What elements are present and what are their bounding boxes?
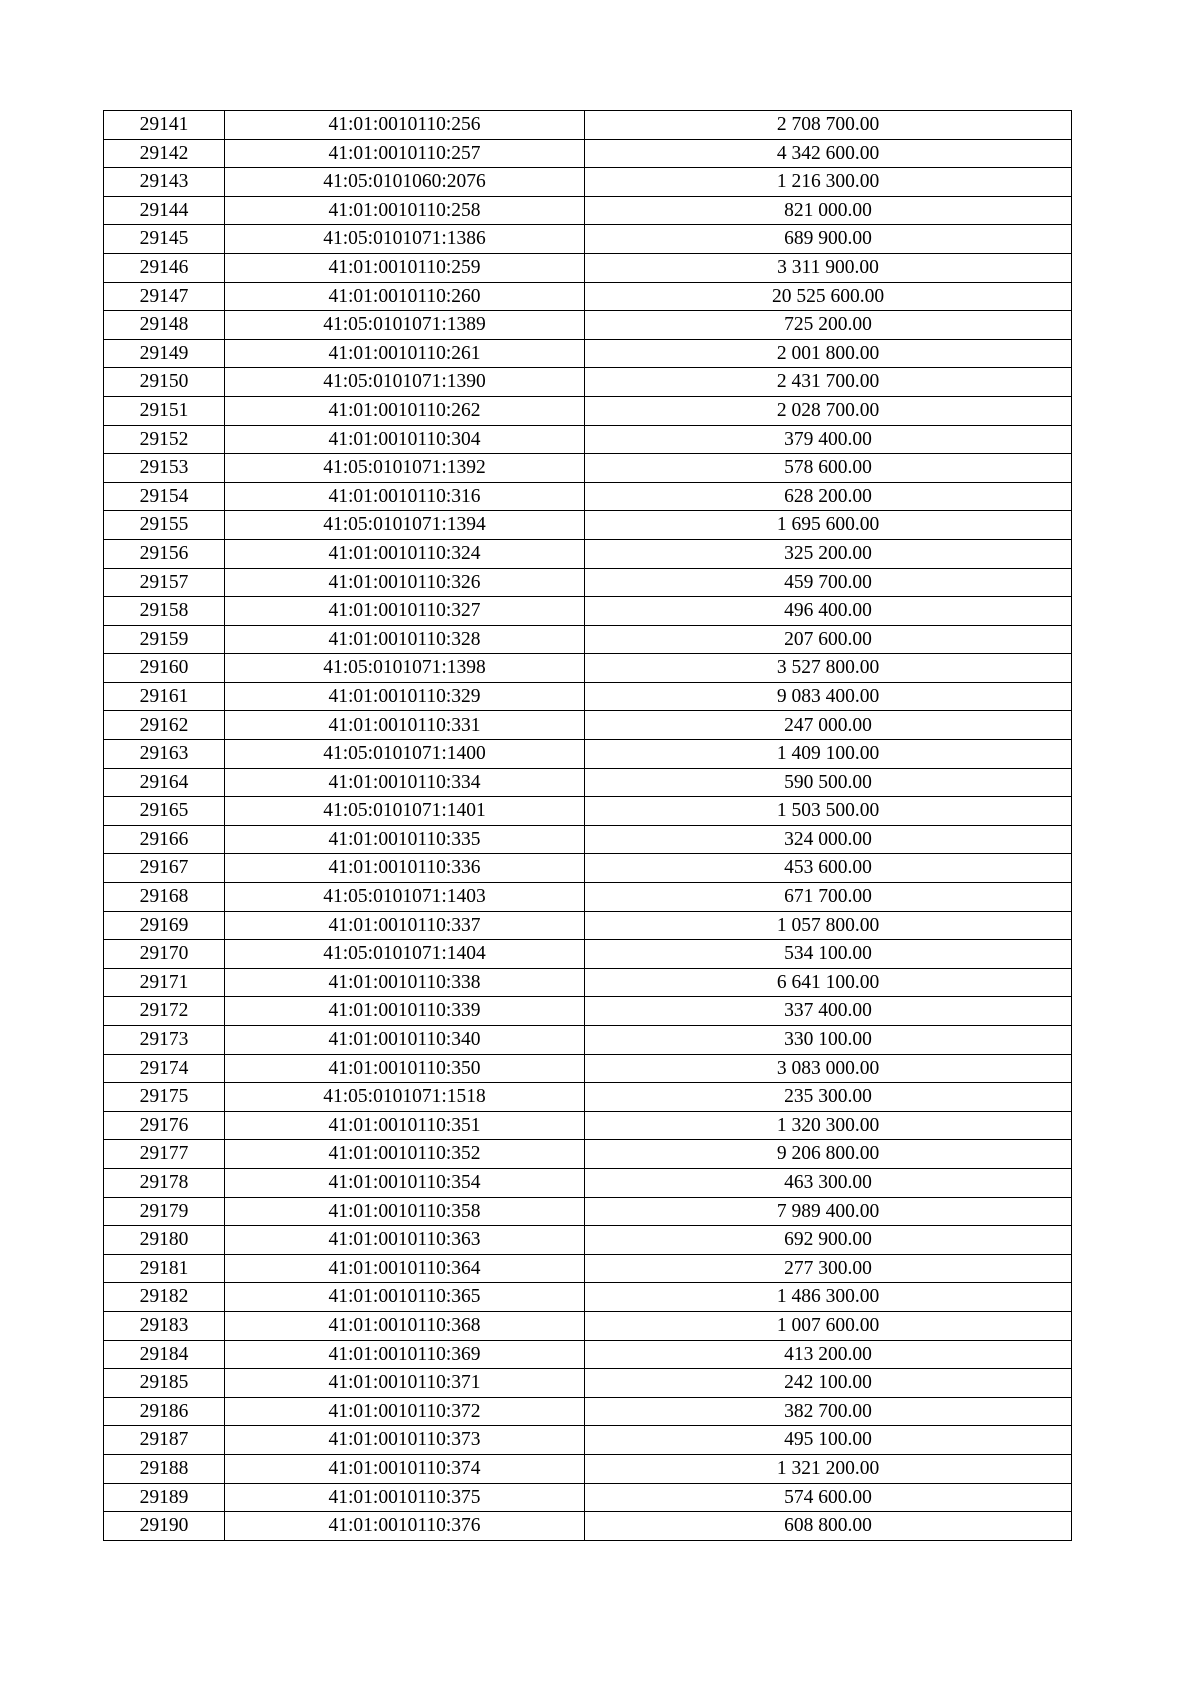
table-row bbox=[104, 625, 1072, 654]
cadastral-value-cell: 3 311 900.00 bbox=[585, 253, 1072, 282]
cadastral-value-cell: 671 700.00 bbox=[585, 883, 1072, 912]
cadastral-number-cell: 41:01:0010110:260 bbox=[225, 282, 585, 311]
cadastral-number-cell: 41:05:0101071:1400 bbox=[225, 740, 585, 769]
row-number-cell: 29150 bbox=[104, 368, 225, 397]
cadastral-number-cell: 41:01:0010110:363 bbox=[225, 1226, 585, 1255]
table-row bbox=[104, 396, 1072, 425]
row-number-cell: 29166 bbox=[104, 825, 225, 854]
table-row bbox=[104, 111, 1072, 140]
cadastral-value-cell: 413 200.00 bbox=[585, 1340, 1072, 1369]
cadastral-number-cell: 41:01:0010110:376 bbox=[225, 1512, 585, 1541]
row-number-cell: 29183 bbox=[104, 1311, 225, 1340]
row-number-cell: 29188 bbox=[104, 1454, 225, 1483]
row-number-cell: 29162 bbox=[104, 711, 225, 740]
table-row bbox=[104, 311, 1072, 340]
cadastral-number-cell: 41:05:0101071:1386 bbox=[225, 225, 585, 254]
cadastral-value-cell: 3 083 000.00 bbox=[585, 1054, 1072, 1083]
cadastral-number-cell: 41:01:0010110:354 bbox=[225, 1168, 585, 1197]
cadastral-number-cell: 41:01:0010110:331 bbox=[225, 711, 585, 740]
row-number-cell: 29146 bbox=[104, 253, 225, 282]
row-number-cell: 29179 bbox=[104, 1197, 225, 1226]
row-number-cell: 29187 bbox=[104, 1426, 225, 1455]
table-row bbox=[104, 968, 1072, 997]
row-number-cell: 29177 bbox=[104, 1140, 225, 1169]
row-number-cell: 29161 bbox=[104, 682, 225, 711]
row-number-cell: 29167 bbox=[104, 854, 225, 883]
cadastral-value-cell: 1 503 500.00 bbox=[585, 797, 1072, 826]
cadastral-number-cell: 41:01:0010110:374 bbox=[225, 1454, 585, 1483]
table-row bbox=[104, 797, 1072, 826]
table-row bbox=[104, 1426, 1072, 1455]
table-row bbox=[104, 1512, 1072, 1541]
table-row bbox=[104, 196, 1072, 225]
row-number-cell: 29147 bbox=[104, 282, 225, 311]
cadastral-number-cell: 41:05:0101071:1404 bbox=[225, 940, 585, 969]
cadastral-value-cell: 207 600.00 bbox=[585, 625, 1072, 654]
cadastral-number-cell: 41:01:0010110:351 bbox=[225, 1111, 585, 1140]
table-row bbox=[104, 1140, 1072, 1169]
cadastral-number-cell: 41:01:0010110:336 bbox=[225, 854, 585, 883]
cadastral-number-cell: 41:05:0101071:1389 bbox=[225, 311, 585, 340]
cadastral-value-cell: 534 100.00 bbox=[585, 940, 1072, 969]
table-row bbox=[104, 1311, 1072, 1340]
cadastral-value-cell: 608 800.00 bbox=[585, 1512, 1072, 1541]
row-number-cell: 29176 bbox=[104, 1111, 225, 1140]
cadastral-value-cell: 382 700.00 bbox=[585, 1397, 1072, 1426]
cadastral-number-cell: 41:01:0010110:373 bbox=[225, 1426, 585, 1455]
cadastral-number-cell: 41:01:0010110:369 bbox=[225, 1340, 585, 1369]
cadastral-value-cell: 3 527 800.00 bbox=[585, 654, 1072, 683]
cadastral-value-cell: 242 100.00 bbox=[585, 1369, 1072, 1398]
cadastral-number-cell: 41:01:0010110:327 bbox=[225, 597, 585, 626]
row-number-cell: 29186 bbox=[104, 1397, 225, 1426]
table-row bbox=[104, 597, 1072, 626]
cadastral-value-cell: 495 100.00 bbox=[585, 1426, 1072, 1455]
cadastral-number-cell: 41:01:0010110:372 bbox=[225, 1397, 585, 1426]
table-row bbox=[104, 511, 1072, 540]
row-number-cell: 29172 bbox=[104, 997, 225, 1026]
table-row bbox=[104, 1283, 1072, 1312]
cadastral-number-cell: 41:05:0101071:1398 bbox=[225, 654, 585, 683]
cadastral-number-cell: 41:05:0101071:1518 bbox=[225, 1083, 585, 1112]
table-row bbox=[104, 997, 1072, 1026]
cadastral-value-cell: 4 342 600.00 bbox=[585, 139, 1072, 168]
cadastral-number-cell: 41:05:0101071:1394 bbox=[225, 511, 585, 540]
cadastral-value-cell: 277 300.00 bbox=[585, 1254, 1072, 1283]
cadastral-number-cell: 41:01:0010110:324 bbox=[225, 539, 585, 568]
table-row bbox=[104, 482, 1072, 511]
row-number-cell: 29145 bbox=[104, 225, 225, 254]
cadastral-value-cell: 692 900.00 bbox=[585, 1226, 1072, 1255]
row-number-cell: 29189 bbox=[104, 1483, 225, 1512]
cadastral-value-cell: 578 600.00 bbox=[585, 454, 1072, 483]
table-row bbox=[104, 1083, 1072, 1112]
cadastral-number-cell: 41:01:0010110:365 bbox=[225, 1283, 585, 1312]
table-row bbox=[104, 225, 1072, 254]
table-row bbox=[104, 139, 1072, 168]
cadastral-value-cell: 2 028 700.00 bbox=[585, 396, 1072, 425]
cadastral-number-cell: 41:01:0010110:258 bbox=[225, 196, 585, 225]
table-row bbox=[104, 825, 1072, 854]
table-row bbox=[104, 711, 1072, 740]
cadastral-value-cell: 1 486 300.00 bbox=[585, 1283, 1072, 1312]
cadastral-number-cell: 41:01:0010110:326 bbox=[225, 568, 585, 597]
cadastral-number-cell: 41:01:0010110:335 bbox=[225, 825, 585, 854]
cadastral-number-cell: 41:05:0101060:2076 bbox=[225, 168, 585, 197]
row-number-cell: 29144 bbox=[104, 196, 225, 225]
table-row bbox=[104, 368, 1072, 397]
table-row bbox=[104, 1483, 1072, 1512]
row-number-cell: 29151 bbox=[104, 396, 225, 425]
cadastral-value-cell: 574 600.00 bbox=[585, 1483, 1072, 1512]
table-row bbox=[104, 454, 1072, 483]
row-number-cell: 29154 bbox=[104, 482, 225, 511]
cadastral-value-cell: 463 300.00 bbox=[585, 1168, 1072, 1197]
table-row bbox=[104, 682, 1072, 711]
cadastral-value-cell: 2 431 700.00 bbox=[585, 368, 1072, 397]
table-row bbox=[104, 654, 1072, 683]
row-number-cell: 29141 bbox=[104, 111, 225, 140]
row-number-cell: 29152 bbox=[104, 425, 225, 454]
cadastral-value-cell: 459 700.00 bbox=[585, 568, 1072, 597]
cadastral-number-cell: 41:05:0101071:1392 bbox=[225, 454, 585, 483]
cadastral-value-cell: 2 708 700.00 bbox=[585, 111, 1072, 140]
cadastral-number-cell: 41:01:0010110:364 bbox=[225, 1254, 585, 1283]
cadastral-value-cell: 590 500.00 bbox=[585, 768, 1072, 797]
cadastral-value-cell: 1 320 300.00 bbox=[585, 1111, 1072, 1140]
cadastral-value-cell: 9 083 400.00 bbox=[585, 682, 1072, 711]
table-row bbox=[104, 253, 1072, 282]
row-number-cell: 29155 bbox=[104, 511, 225, 540]
cadastral-value-cell: 496 400.00 bbox=[585, 597, 1072, 626]
cadastral-value-cell: 325 200.00 bbox=[585, 539, 1072, 568]
cadastral-value-cell: 324 000.00 bbox=[585, 825, 1072, 854]
row-number-cell: 29168 bbox=[104, 883, 225, 912]
cadastral-value-cell: 1 007 600.00 bbox=[585, 1311, 1072, 1340]
row-number-cell: 29170 bbox=[104, 940, 225, 969]
cadastral-value-cell: 689 900.00 bbox=[585, 225, 1072, 254]
table-row bbox=[104, 1026, 1072, 1055]
cadastral-value-cell: 725 200.00 bbox=[585, 311, 1072, 340]
cadastral-value-cell: 337 400.00 bbox=[585, 997, 1072, 1026]
cadastral-number-cell: 41:01:0010110:340 bbox=[225, 1026, 585, 1055]
row-number-cell: 29142 bbox=[104, 139, 225, 168]
cadastral-value-cell: 20 525 600.00 bbox=[585, 282, 1072, 311]
table-row bbox=[104, 1369, 1072, 1398]
table-row bbox=[104, 1168, 1072, 1197]
table-row bbox=[104, 740, 1072, 769]
cadastral-number-cell: 41:01:0010110:259 bbox=[225, 253, 585, 282]
row-number-cell: 29164 bbox=[104, 768, 225, 797]
row-number-cell: 29181 bbox=[104, 1254, 225, 1283]
cadastral-number-cell: 41:01:0010110:328 bbox=[225, 625, 585, 654]
cadastral-number-cell: 41:01:0010110:334 bbox=[225, 768, 585, 797]
table-body bbox=[104, 111, 1072, 1541]
row-number-cell: 29163 bbox=[104, 740, 225, 769]
table-row bbox=[104, 282, 1072, 311]
row-number-cell: 29159 bbox=[104, 625, 225, 654]
table-row bbox=[104, 768, 1072, 797]
row-number-cell: 29171 bbox=[104, 968, 225, 997]
cadastral-number-cell: 41:01:0010110:329 bbox=[225, 682, 585, 711]
table-row bbox=[104, 539, 1072, 568]
cadastral-value-cell: 235 300.00 bbox=[585, 1083, 1072, 1112]
cadastral-value-table bbox=[103, 110, 1072, 1541]
table-row bbox=[104, 1054, 1072, 1083]
table-row bbox=[104, 1197, 1072, 1226]
table-row bbox=[104, 1111, 1072, 1140]
row-number-cell: 29190 bbox=[104, 1512, 225, 1541]
cadastral-value-cell: 330 100.00 bbox=[585, 1026, 1072, 1055]
cadastral-number-cell: 41:05:0101071:1403 bbox=[225, 883, 585, 912]
row-number-cell: 29143 bbox=[104, 168, 225, 197]
cadastral-value-cell: 1 321 200.00 bbox=[585, 1454, 1072, 1483]
row-number-cell: 29157 bbox=[104, 568, 225, 597]
cadastral-number-cell: 41:01:0010110:257 bbox=[225, 139, 585, 168]
row-number-cell: 29174 bbox=[104, 1054, 225, 1083]
table-row bbox=[104, 854, 1072, 883]
cadastral-number-cell: 41:01:0010110:262 bbox=[225, 396, 585, 425]
row-number-cell: 29160 bbox=[104, 654, 225, 683]
table-row bbox=[104, 1254, 1072, 1283]
cadastral-number-cell: 41:01:0010110:352 bbox=[225, 1140, 585, 1169]
cadastral-number-cell: 41:01:0010110:358 bbox=[225, 1197, 585, 1226]
cadastral-value-cell: 2 001 800.00 bbox=[585, 339, 1072, 368]
cadastral-number-cell: 41:01:0010110:338 bbox=[225, 968, 585, 997]
row-number-cell: 29153 bbox=[104, 454, 225, 483]
cadastral-value-cell: 1 216 300.00 bbox=[585, 168, 1072, 197]
row-number-cell: 29185 bbox=[104, 1369, 225, 1398]
cadastral-value-cell: 247 000.00 bbox=[585, 711, 1072, 740]
cadastral-number-cell: 41:01:0010110:368 bbox=[225, 1311, 585, 1340]
row-number-cell: 29158 bbox=[104, 597, 225, 626]
table-row bbox=[104, 339, 1072, 368]
cadastral-value-cell: 1 409 100.00 bbox=[585, 740, 1072, 769]
table-row bbox=[104, 883, 1072, 912]
row-number-cell: 29180 bbox=[104, 1226, 225, 1255]
row-number-cell: 29173 bbox=[104, 1026, 225, 1055]
row-number-cell: 29156 bbox=[104, 539, 225, 568]
table-row bbox=[104, 940, 1072, 969]
cadastral-value-cell: 7 989 400.00 bbox=[585, 1197, 1072, 1226]
cadastral-number-cell: 41:01:0010110:375 bbox=[225, 1483, 585, 1512]
cadastral-number-cell: 41:05:0101071:1401 bbox=[225, 797, 585, 826]
cadastral-value-cell: 1 057 800.00 bbox=[585, 911, 1072, 940]
cadastral-number-cell: 41:01:0010110:261 bbox=[225, 339, 585, 368]
cadastral-number-cell: 41:01:0010110:337 bbox=[225, 911, 585, 940]
row-number-cell: 29178 bbox=[104, 1168, 225, 1197]
table-row bbox=[104, 1226, 1072, 1255]
table-row bbox=[104, 425, 1072, 454]
cadastral-number-cell: 41:01:0010110:316 bbox=[225, 482, 585, 511]
cadastral-number-cell: 41:01:0010110:339 bbox=[225, 997, 585, 1026]
row-number-cell: 29182 bbox=[104, 1283, 225, 1312]
row-number-cell: 29175 bbox=[104, 1083, 225, 1112]
cadastral-value-cell: 628 200.00 bbox=[585, 482, 1072, 511]
cadastral-number-cell: 41:05:0101071:1390 bbox=[225, 368, 585, 397]
cadastral-value-cell: 9 206 800.00 bbox=[585, 1140, 1072, 1169]
cadastral-value-cell: 379 400.00 bbox=[585, 425, 1072, 454]
table-row bbox=[104, 168, 1072, 197]
row-number-cell: 29149 bbox=[104, 339, 225, 368]
row-number-cell: 29184 bbox=[104, 1340, 225, 1369]
cadastral-value-cell: 6 641 100.00 bbox=[585, 968, 1072, 997]
cadastral-number-cell: 41:01:0010110:371 bbox=[225, 1369, 585, 1398]
cadastral-number-cell: 41:01:0010110:256 bbox=[225, 111, 585, 140]
table-row bbox=[104, 1454, 1072, 1483]
table-row bbox=[104, 1340, 1072, 1369]
table-row bbox=[104, 1397, 1072, 1426]
row-number-cell: 29165 bbox=[104, 797, 225, 826]
cadastral-number-cell: 41:01:0010110:350 bbox=[225, 1054, 585, 1083]
cadastral-number-cell: 41:01:0010110:304 bbox=[225, 425, 585, 454]
row-number-cell: 29169 bbox=[104, 911, 225, 940]
cadastral-value-cell: 453 600.00 bbox=[585, 854, 1072, 883]
cadastral-value-cell: 1 695 600.00 bbox=[585, 511, 1072, 540]
cadastral-value-cell: 821 000.00 bbox=[585, 196, 1072, 225]
table-row bbox=[104, 911, 1072, 940]
row-number-cell: 29148 bbox=[104, 311, 225, 340]
table-row bbox=[104, 568, 1072, 597]
